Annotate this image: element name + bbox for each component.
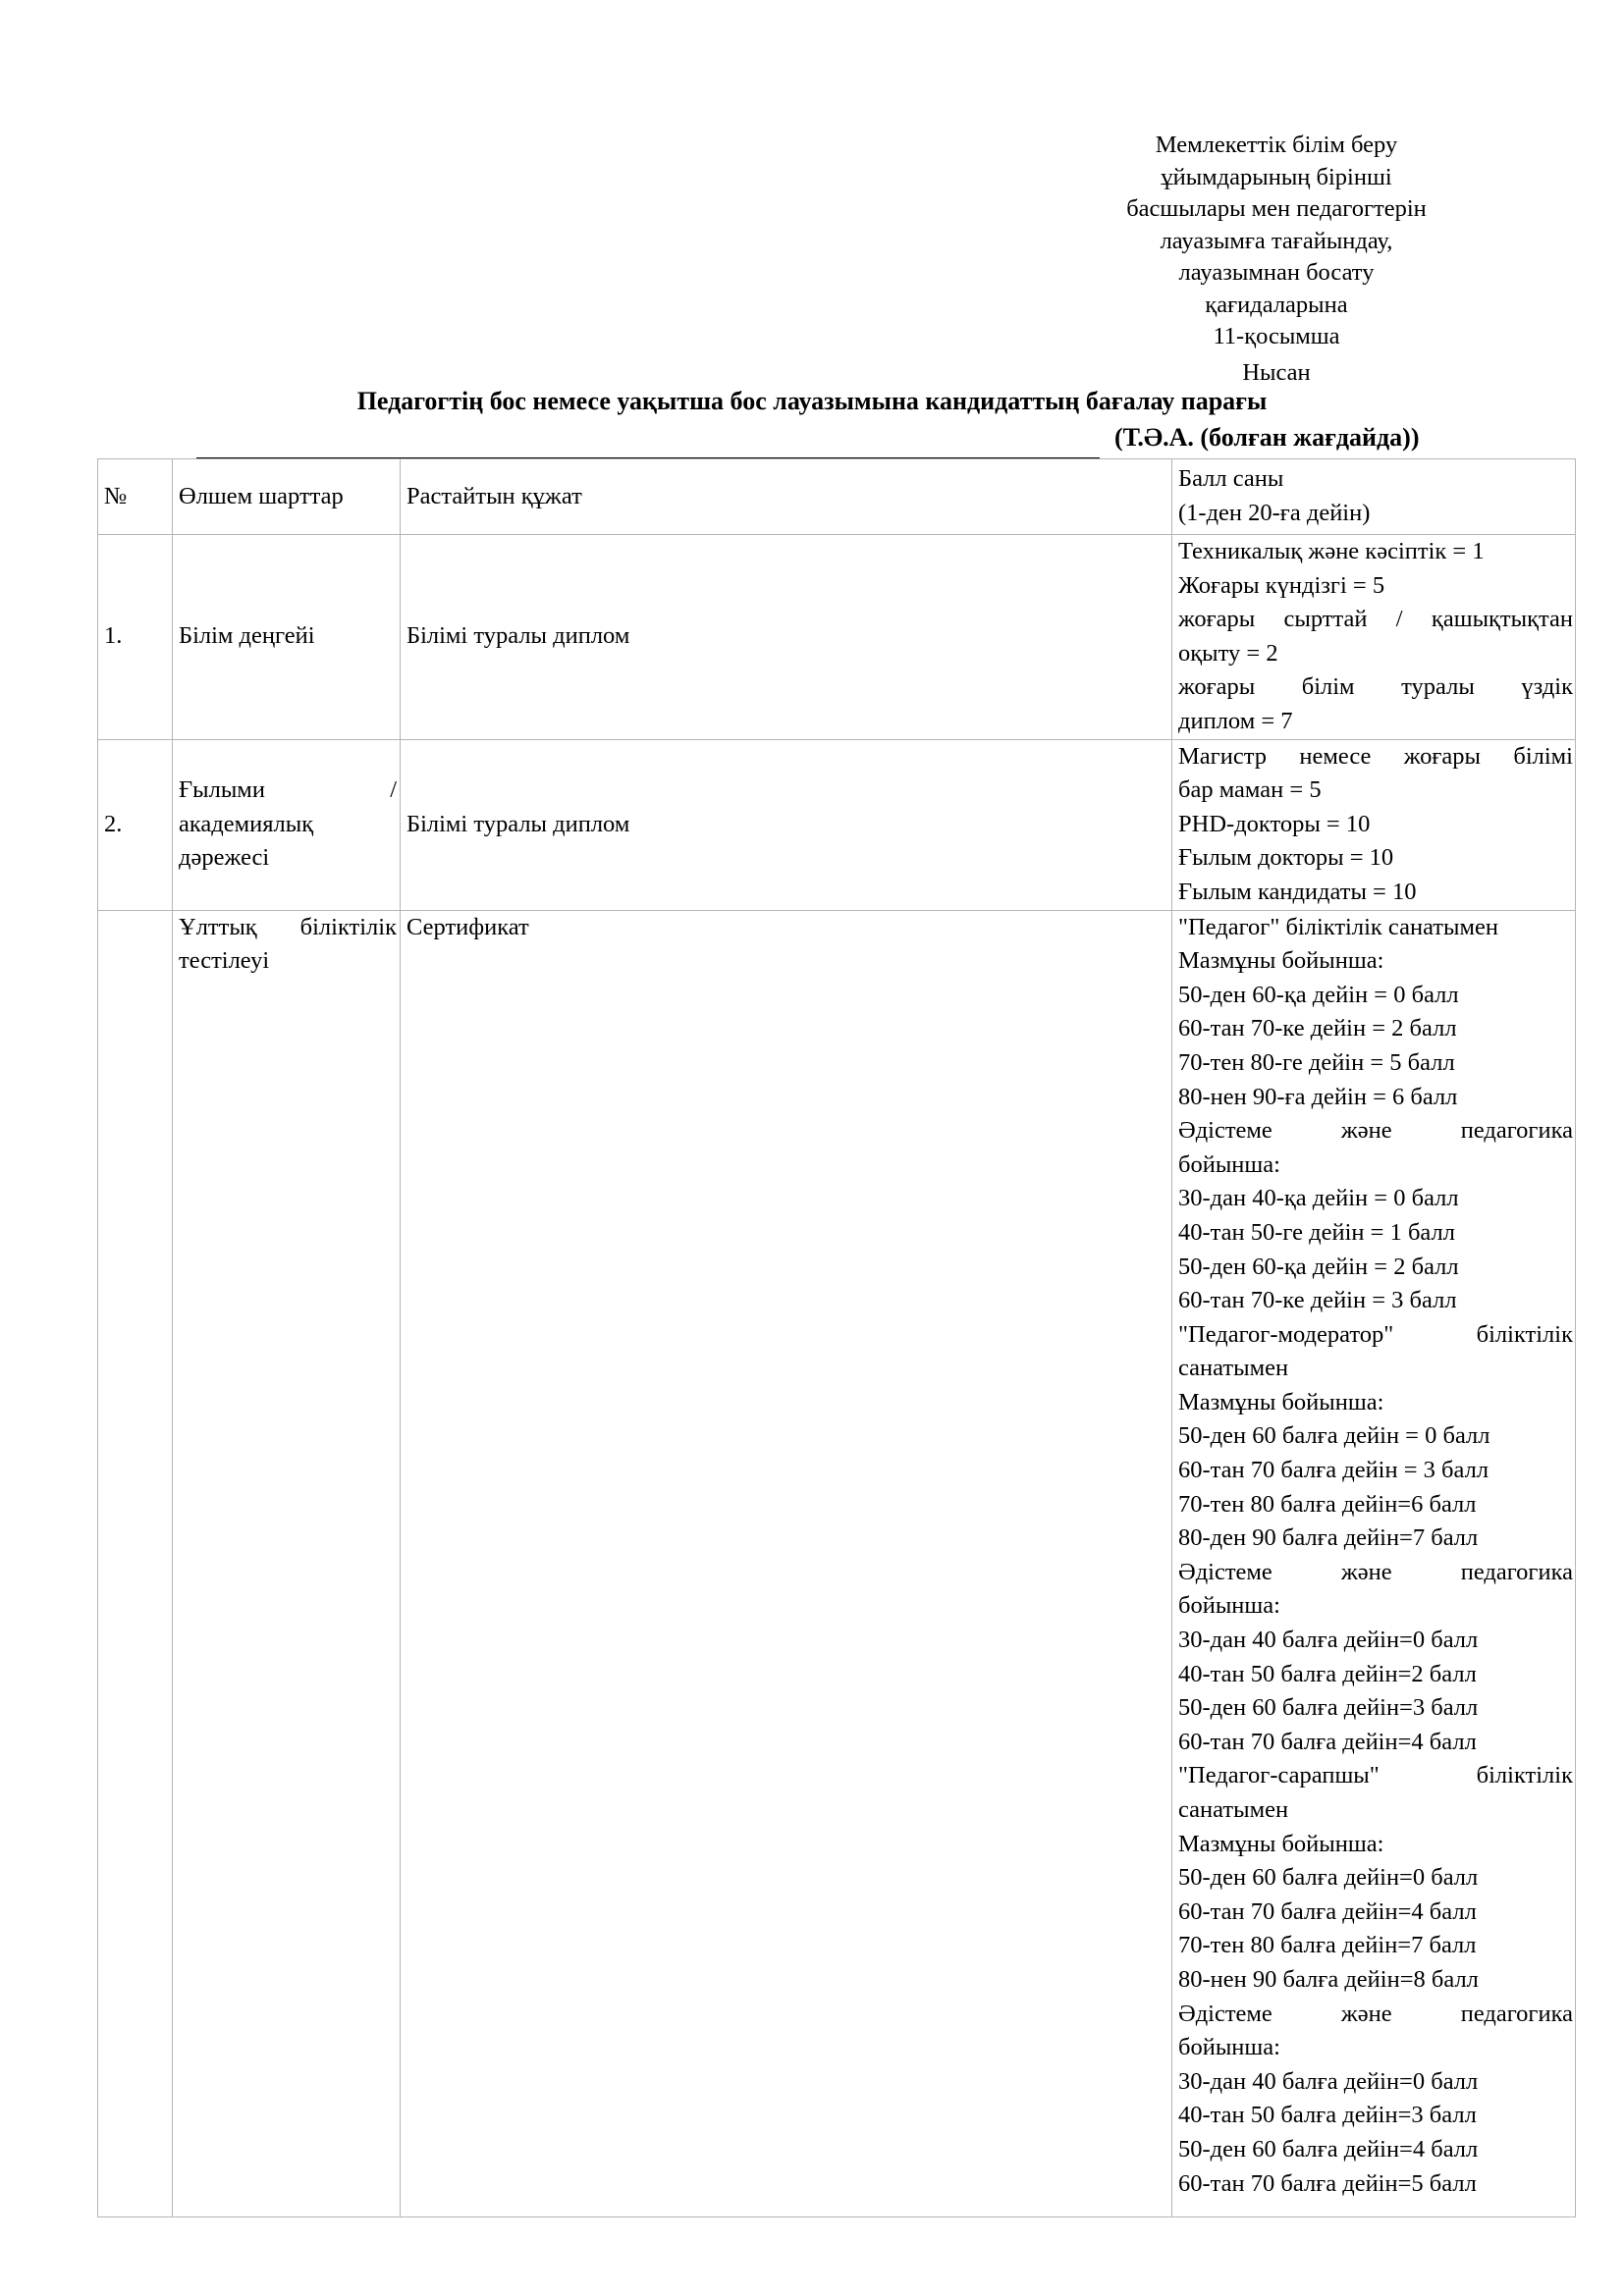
row-criteria bbox=[173, 910, 401, 2216]
row-number: 2. bbox=[98, 739, 173, 910]
table-header-row bbox=[98, 459, 1576, 535]
score-line: Жоғары күндізгі = 5 bbox=[1178, 571, 1385, 599]
annex-header-line: лауазымнан босату bbox=[1178, 259, 1375, 286]
row-scores bbox=[1172, 739, 1576, 910]
score-line: 70-тен 80 балға дейін=6 балл bbox=[1178, 1490, 1477, 1518]
row-number: 1. bbox=[98, 535, 173, 740]
score-line: 70-тен 80 балға дейін=7 балл bbox=[1178, 1932, 1477, 1959]
header-document: Растайтын құжат bbox=[401, 459, 1172, 535]
score-line: 50-ден 60 балға дейін=0 балл bbox=[1178, 1864, 1479, 1892]
score-line: Техникалық және кәсіптік = 1 bbox=[1178, 538, 1485, 564]
score-line: "Педагог" біліктілік санатымен bbox=[1178, 913, 1498, 940]
score-line: 60-тан 70-ке дейін = 3 балл bbox=[1178, 1287, 1457, 1314]
score-line: диплом = 7 bbox=[1178, 707, 1293, 734]
score-line: жоғары білім туралы үздік bbox=[1178, 673, 1573, 701]
form-label: Нысан bbox=[1242, 358, 1311, 386]
header-number: № bbox=[98, 459, 173, 535]
criteria-line: академиялық bbox=[179, 810, 314, 837]
annex-header bbox=[1080, 130, 1473, 389]
score-line: бар маман = 5 bbox=[1178, 776, 1322, 804]
header-score bbox=[1172, 459, 1576, 535]
score-line: Әдістеме және педагогика bbox=[1178, 2000, 1573, 2027]
score-line: 70-тен 80-ге дейін = 5 балл bbox=[1178, 1048, 1455, 1076]
score-line: 40-тан 50 балға дейін=2 балл bbox=[1178, 1660, 1477, 1687]
table-row bbox=[98, 739, 1576, 910]
criteria-line: Ұлттық біліктілік bbox=[179, 913, 397, 940]
score-line: 60-тан 70 балға дейін=4 балл bbox=[1178, 1897, 1477, 1925]
score-line: 50-ден 60 балға дейін=4 балл bbox=[1178, 2135, 1479, 2163]
score-line: 60-тан 70 балға дейін = 3 балл bbox=[1178, 1457, 1489, 1484]
score-line: санатымен bbox=[1178, 1355, 1289, 1382]
score-line: бойынша: bbox=[1178, 1150, 1280, 1178]
score-line: оқыту = 2 bbox=[1178, 639, 1278, 667]
score-line: 50-ден 60-қа дейін = 2 балл bbox=[1178, 1253, 1459, 1280]
row-document: Білімі туралы диплом bbox=[401, 739, 1172, 910]
score-line: Мазмұны бойынша: bbox=[1178, 1388, 1384, 1415]
assessment-table bbox=[97, 458, 1576, 2217]
score-line: 60-тан 70-ке дейін = 2 балл bbox=[1178, 1015, 1457, 1042]
score-line: "Педагог-сарапшы" біліктілік bbox=[1178, 1762, 1573, 1789]
score-line: PHD-докторы = 10 bbox=[1178, 810, 1371, 837]
row-criteria bbox=[173, 535, 401, 740]
row-document: Сертификат bbox=[401, 910, 1172, 2216]
score-line: 60-тан 70 балға дейін=5 балл bbox=[1178, 2169, 1477, 2197]
annex-header-line: қағидаларына bbox=[1205, 291, 1348, 318]
criteria-line: дәрежесі bbox=[179, 844, 270, 872]
score-line: 50-ден 60 балға дейін=3 балл bbox=[1178, 1694, 1479, 1722]
score-line: 80-нен 90 балға дейін=8 балл bbox=[1178, 1965, 1479, 1993]
score-line: Ғылым кандидаты = 10 bbox=[1178, 878, 1417, 905]
candidate-name-field[interactable] bbox=[196, 428, 1100, 459]
score-line: 40-тан 50-ге дейін = 1 балл bbox=[1178, 1218, 1455, 1246]
score-line: 40-тан 50 балға дейін=3 балл bbox=[1178, 2102, 1477, 2129]
row-scores bbox=[1172, 535, 1576, 740]
score-line: "Педагог-модератор" біліктілік bbox=[1178, 1320, 1573, 1348]
annex-header-line: лауазымға тағайындау, bbox=[1160, 227, 1393, 254]
row-document: Білімі туралы диплом bbox=[401, 535, 1172, 740]
table-row bbox=[98, 910, 1576, 2216]
candidate-name-note: (Т.Ә.А. (болған жағдайда)) bbox=[1114, 423, 1420, 452]
table-row bbox=[98, 535, 1576, 740]
score-line: бойынша: bbox=[1178, 2034, 1280, 2061]
score-line: 30-дан 40 балға дейін=0 балл bbox=[1178, 2067, 1479, 2095]
score-line: 80-ден 90 балға дейін=7 балл bbox=[1178, 1524, 1479, 1552]
score-line: Әдістеме және педагогика bbox=[1178, 1117, 1573, 1145]
criteria-line: тестілеуі bbox=[179, 947, 270, 975]
score-line: 50-ден 60 балға дейін = 0 балл bbox=[1178, 1422, 1490, 1450]
document-title: Педагогтің бос немесе уақытша бос лауазымына кандидаттың бағалау парағы bbox=[356, 387, 1268, 415]
score-line: Ғылым докторы = 10 bbox=[1178, 844, 1394, 872]
score-line: 30-дан 40 балға дейін=0 балл bbox=[1178, 1627, 1479, 1654]
score-line: 80-нен 90-ға дейін = 6 балл bbox=[1178, 1083, 1458, 1110]
row-criteria bbox=[173, 739, 401, 910]
score-line: Мазмұны бойынша: bbox=[1178, 1830, 1384, 1857]
header-score-range: (1-ден 20-ға дейін) bbox=[1178, 500, 1371, 526]
annex-header-line: 11-қосымша bbox=[1213, 323, 1340, 349]
score-line: 60-тан 70 балға дейін=4 балл bbox=[1178, 1728, 1477, 1755]
annex-header-line: басшылары мен педагогтерін bbox=[1126, 195, 1427, 222]
header-score-title: Балл саны bbox=[1178, 465, 1284, 493]
score-line: санатымен bbox=[1178, 1796, 1289, 1823]
score-line: Магистр немесе жоғары білімі bbox=[1178, 742, 1573, 770]
score-line: бойынша: bbox=[1178, 1592, 1280, 1620]
score-line: Мазмұны бойынша: bbox=[1178, 947, 1384, 975]
annex-header-line: Мемлекеттік білім беру bbox=[1155, 132, 1398, 158]
criteria-line: Ғылыми / bbox=[179, 776, 397, 804]
annex-header-line: ұйымдарының бірінші bbox=[1161, 163, 1392, 190]
row-number bbox=[98, 910, 173, 2216]
criteria-line: Білім деңгейі bbox=[179, 622, 315, 650]
row-scores bbox=[1172, 910, 1576, 2216]
score-line: Әдістеме және педагогика bbox=[1178, 1558, 1573, 1585]
score-line: 30-дан 40-қа дейін = 0 балл bbox=[1178, 1185, 1459, 1212]
score-line: 50-ден 60-қа дейін = 0 балл bbox=[1178, 981, 1459, 1008]
score-line: жоғары сырттай / қашықтықтан bbox=[1178, 606, 1573, 633]
header-criteria: Өлшем шарттар bbox=[173, 459, 401, 535]
